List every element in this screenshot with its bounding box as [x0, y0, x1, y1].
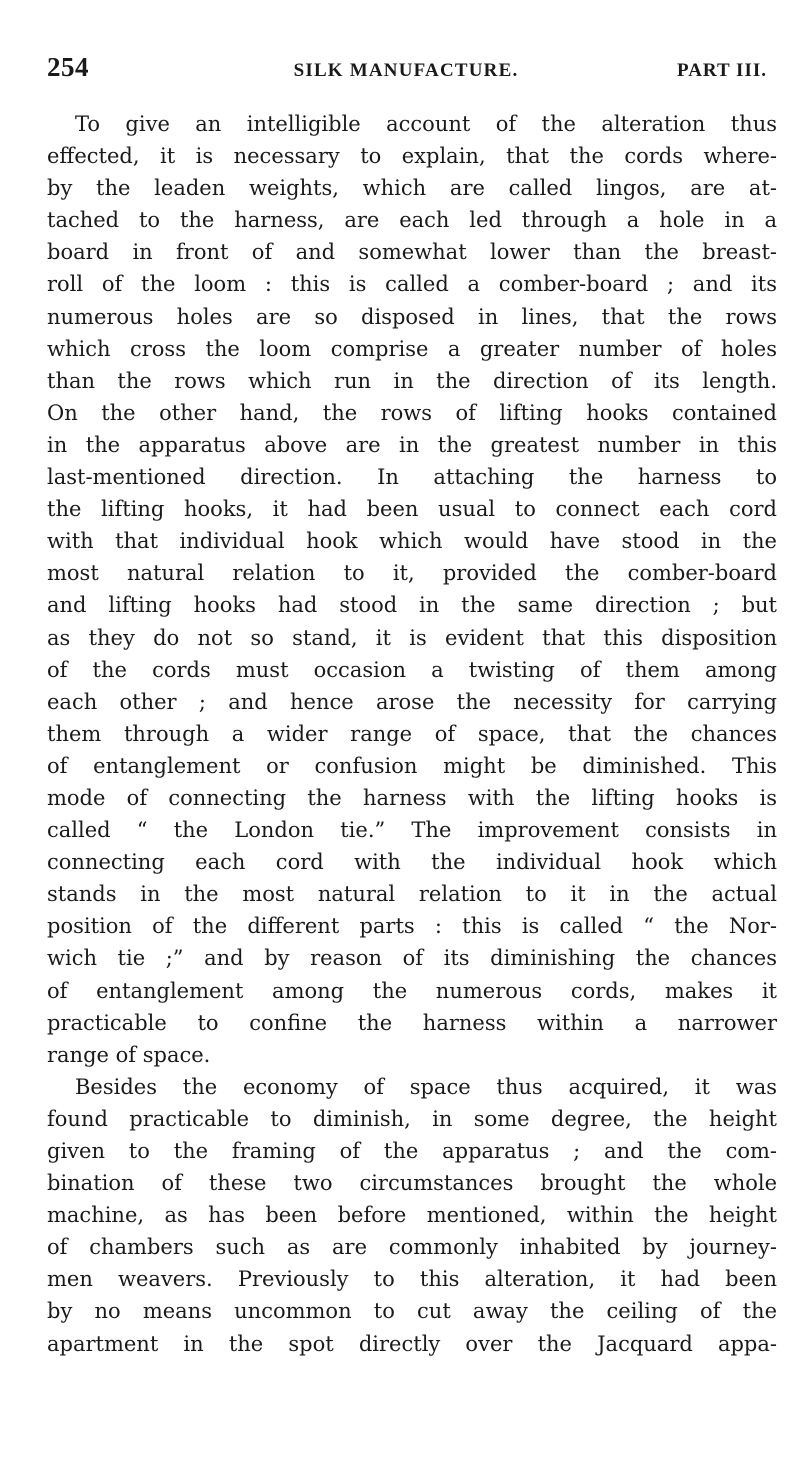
text-line: called “ the London tie.” The improvement consists in — [47, 818, 777, 843]
text-line: of entanglement or confusion might be diminished. This — [47, 753, 777, 778]
text-line: with that individual hook which would have stood in the — [47, 529, 777, 554]
text-line: apartment in the spot directly over the Jacquard appa- — [47, 1331, 777, 1356]
text-line: effected, it is necessary to explain, that the cords where- — [47, 144, 777, 169]
text-line: last-mentioned direction. In attaching the harness to — [47, 465, 777, 490]
text-line: roll of the loom : this is called a comber-board ; and its — [47, 272, 777, 297]
text-line: board in front of and somewhat lower than the breast- — [47, 240, 777, 265]
text-line: and lifting hooks had stood in the same direction ; but — [47, 593, 777, 618]
text-line: them through a wider range of space, that the chances — [47, 721, 777, 746]
text-line: wich tie ;” and by reason of its diminishing the chances — [47, 946, 777, 971]
text-line: To give an intelligible account of the alteration thus — [75, 112, 777, 136]
text-line: bination of these two circumstances brought the whole — [47, 1171, 777, 1196]
text-line: On the other hand, the rows of lifting hooks contained — [47, 400, 777, 425]
text-line: numerous holes are so disposed in lines, that the rows — [47, 304, 777, 329]
text-line: machine, as has been before mentioned, within the height — [47, 1203, 777, 1228]
running-title: SILK MANUFACTURE. — [293, 60, 519, 81]
text-line: range of space. — [47, 1042, 211, 1067]
text-line: as they do not so stand, it is evident that this disposition — [47, 625, 777, 650]
page-number: 254 — [47, 52, 89, 82]
text-line: given to the framing of the apparatus ; and the com- — [47, 1139, 777, 1163]
text-line: in the apparatus above are in the greatest number in this — [47, 432, 777, 457]
text-line: men weavers. Previously to this alteration, it had been — [47, 1267, 777, 1292]
text-line: by the leaden weights, which are called lingos, are at- — [47, 176, 777, 201]
text-line: each other ; and hence arose the necessity for carrying — [47, 689, 777, 714]
text-line: the lifting hooks, it had been usual to connect each cord — [47, 497, 777, 522]
text-line: most natural relation to it, provided the comber-board — [47, 561, 777, 586]
text-line: of entanglement among the numerous cords, makes it — [47, 978, 777, 1003]
text-line: by no means uncommon to cut away the ceiling of the — [47, 1299, 777, 1324]
text-line: found practicable to diminish, in some degree, the height — [47, 1106, 777, 1131]
part-label: PART III. — [677, 60, 767, 81]
text-line: Besides the economy of space thus acquired, it was — [75, 1074, 777, 1099]
text-line: mode of connecting the harness with the lifting hooks is — [47, 785, 777, 810]
text-line: of chambers such as are commonly inhabited by journey- — [47, 1235, 777, 1260]
body-text — [47, 108, 777, 1360]
text-line: stands in the most natural relation to it in the actual — [47, 882, 777, 907]
text-line: tached to the harness, are each led through a hole in a — [47, 208, 777, 233]
running-head — [47, 52, 777, 86]
text-line: connecting each cord with the individual hook which — [47, 850, 777, 875]
text-line: which cross the loom comprise a greater number of holes — [47, 336, 777, 361]
text-line: of the cords must occasion a twisting of them among — [47, 657, 777, 682]
text-line: practicable to confine the harness within a narrower — [47, 1010, 777, 1035]
text-line: than the rows which run in the direction of its length. — [47, 368, 777, 393]
text-line: position of the different parts : this is called “ the Nor- — [47, 914, 777, 939]
book-page — [47, 52, 777, 1360]
